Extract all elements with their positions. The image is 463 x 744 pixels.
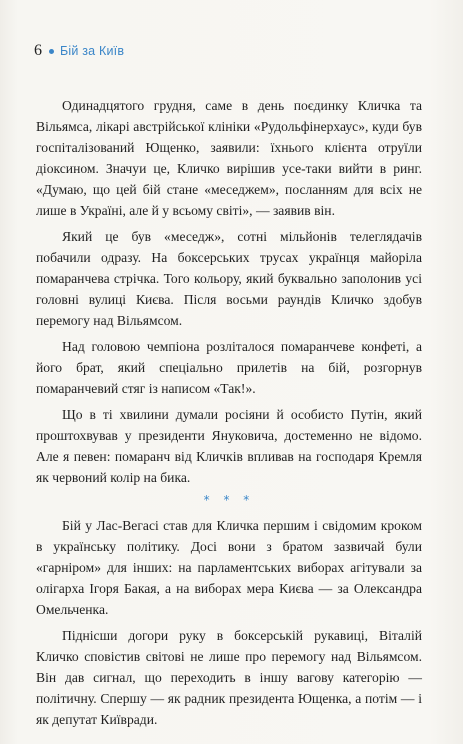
section-separator: * * * <box>203 493 255 507</box>
page-number: 6 <box>34 42 42 59</box>
paragraph: Піднісши догори руку в боксерській рукавиці, Віталій Кличко сповістив світові не лише про перемогу над Вільямсом. Він дав сигнал, що переходить в іншу вагову категорію — політичну. Спершу — як радник президента Ющенка, а потім — і як депутат Київради. <box>36 628 422 727</box>
paragraph: Що в ті хвилини думали росіяни й особисто Путін, який проштохвував у президенти Януковича, достеменно не відомо. Але я певен: помаранч від Кличків впливав на господаря Кремля як червоний колір на бика. <box>36 407 422 485</box>
body-text <box>36 95 422 735</box>
paragraph: Над головою чемпіона розліталося помаранчеве конфеті, а його брат, який спеціально прилетів на бій, розгорнув помаранчевий стяг із написом «Так!». <box>36 339 422 396</box>
book-title: Бій за Київ <box>60 44 125 58</box>
paragraph: Який це був «меседж», сотні мільйонів телеглядачів побачили одразу. На боксерських трусах українця майоріла помаранчева стрічка. Того кольору, який буквально заполонив усі головні вулиці Києва. Після восьми раундів Кличко здобув перемогу над Вільямсом. <box>36 229 422 328</box>
paragraph: Одинадцятого грудня, саме в день поєдинку Кличка та Вільямса, лікарі австрійської клініки «Рудольфінерхаус», куди був госпіталізований Ющенко, заявили: їхнього клієнта отруїли діоксином. Значуи це, Кличко вирішив усе-таки вийти в ринг. «Думаю, що цей бій стане «меседжем», посланням для всіх не лише в Україні, але й у всьому світі», — заявив він. <box>36 98 422 218</box>
bullet-dot-icon <box>49 49 54 54</box>
paragraph: Бій у Лас-Вегасі став для Кличка першим і свідомим кроком в українську політику. Досі вони з братом зазвичай були «гарніром» для інших: на парламентських виборах агітували за олігарха Ігоря Бакая, а на виборах мера Києва — за Олександра Омельченка. <box>36 518 422 617</box>
running-head <box>34 42 124 60</box>
